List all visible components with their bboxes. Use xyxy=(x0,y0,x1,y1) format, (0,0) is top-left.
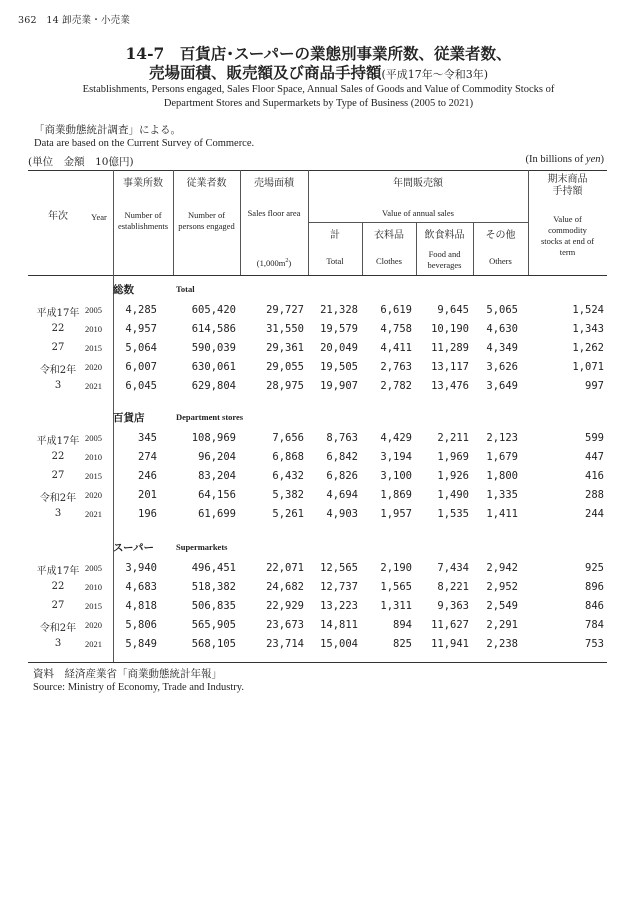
cell-stock: 896 xyxy=(585,581,604,593)
header-stock-jp xyxy=(528,174,607,198)
row-era: 平成17年 xyxy=(36,566,80,577)
header-est-en-2: establishments xyxy=(117,221,169,231)
header-stock-jp-2: 手持額 xyxy=(552,186,583,197)
cell-floor: 23,714 xyxy=(266,638,304,650)
cell-est: 5,064 xyxy=(125,342,157,354)
header-stock-en-4: term xyxy=(559,247,576,257)
cell-est: 196 xyxy=(138,508,157,520)
cell-emp: 108,969 xyxy=(191,432,236,444)
cell-clothes: 2,190 xyxy=(380,562,412,574)
row-era: 平成17年 xyxy=(36,436,80,447)
cell-stock: 846 xyxy=(585,600,604,612)
cell-clothes: 1,311 xyxy=(380,600,412,612)
cell-est: 6,045 xyxy=(125,380,157,392)
header-year-en: Year xyxy=(91,212,107,222)
row-era: 22 xyxy=(51,451,65,462)
cell-total: 12,737 xyxy=(320,581,358,593)
cell-floor: 7,656 xyxy=(272,432,304,444)
section-label-en: Total xyxy=(176,284,195,294)
header-stock-en-2: commodity xyxy=(548,225,587,235)
note-jp: 「商業動態統計調査」による。 xyxy=(34,124,181,136)
header-floor-unit-sup: 2 xyxy=(285,258,289,264)
section-label-en: Supermarkets xyxy=(176,542,228,552)
row-year: 2021 xyxy=(85,639,102,649)
row-year: 2010 xyxy=(85,582,102,592)
cell-floor: 29,727 xyxy=(266,304,304,316)
cell-est: 5,849 xyxy=(125,638,157,650)
cell-floor: 29,055 xyxy=(266,361,304,373)
cell-est: 3,940 xyxy=(125,562,157,574)
row-year: 2015 xyxy=(85,343,102,353)
table-bottom-rule xyxy=(28,662,607,663)
header-clothes-en: Clothes xyxy=(376,256,402,266)
cell-est: 201 xyxy=(138,489,157,501)
row-year: 2015 xyxy=(85,601,102,611)
row-year: 2005 xyxy=(85,433,102,443)
cell-est: 5,806 xyxy=(125,619,157,631)
header-stock-en-1: Value of xyxy=(553,214,582,224)
cell-total: 6,826 xyxy=(326,470,358,482)
cell-floor: 22,929 xyxy=(266,600,304,612)
cell-est: 345 xyxy=(138,432,157,444)
header-est-jp: 事業所数 xyxy=(123,178,163,189)
header-floor-unit-close: ) xyxy=(288,257,292,268)
row-year: 2010 xyxy=(85,324,102,334)
header-total-en: Total xyxy=(326,256,344,266)
cell-est: 246 xyxy=(138,470,157,482)
cell-total: 12,565 xyxy=(320,562,358,574)
row-year: 2021 xyxy=(85,509,102,519)
unit-en-currency: yen xyxy=(585,154,601,165)
cell-emp: 568,105 xyxy=(191,638,236,650)
cell-est: 4,683 xyxy=(125,581,157,593)
row-year: 2020 xyxy=(85,362,102,372)
cell-clothes: 2,782 xyxy=(380,380,412,392)
cell-other: 2,238 xyxy=(486,638,518,650)
cell-emp: 83,204 xyxy=(198,470,236,482)
row-year: 2005 xyxy=(85,563,102,573)
cell-emp: 614,586 xyxy=(191,323,236,335)
row-era: 3 xyxy=(54,638,62,649)
header-sales-en: Value of annual sales xyxy=(382,208,454,218)
header-other-en: Others xyxy=(489,256,512,266)
cell-other: 1,679 xyxy=(486,451,518,463)
row-year: 2020 xyxy=(85,620,102,630)
cell-emp: 496,451 xyxy=(191,562,236,574)
title-line-2-period: (平成17年～令和3年) xyxy=(381,68,489,81)
header-other-jp: その他 xyxy=(485,230,516,241)
cell-stock: 784 xyxy=(585,619,604,631)
row-era: 平成17年 xyxy=(36,308,80,319)
cell-other: 4,349 xyxy=(486,342,518,354)
cell-other: 3,626 xyxy=(486,361,518,373)
row-era: 27 xyxy=(51,600,65,611)
row-era: 22 xyxy=(51,581,65,592)
cell-food: 11,289 xyxy=(431,342,469,354)
cell-clothes: 4,411 xyxy=(380,342,412,354)
cell-stock: 416 xyxy=(585,470,604,482)
cell-stock: 1,071 xyxy=(572,361,604,373)
header-food-en-1: Food and xyxy=(428,249,461,259)
cell-food: 13,117 xyxy=(431,361,469,373)
cell-total: 14,811 xyxy=(320,619,358,631)
header-food-en xyxy=(416,249,473,271)
section-label-jp: 百貨店 xyxy=(113,412,145,424)
header-est-en-1: Number of xyxy=(124,210,162,220)
cell-other: 2,952 xyxy=(486,581,518,593)
cell-floor: 23,673 xyxy=(266,619,304,631)
cell-total: 6,842 xyxy=(326,451,358,463)
cell-total: 15,004 xyxy=(320,638,358,650)
section-label-en: Department stores xyxy=(176,412,244,422)
cell-stock: 997 xyxy=(585,380,604,392)
cell-emp: 590,039 xyxy=(191,342,236,354)
header-stock-en xyxy=(528,214,607,258)
cell-other: 1,800 xyxy=(486,470,518,482)
row-era: 3 xyxy=(54,508,62,519)
title-en-line-1: Establishments, Persons engaged, Sales Floor Space, Annual Sales of Goods and Value of Commodity Stocks of xyxy=(82,84,555,95)
header-floor-unit-base: (1,000m xyxy=(256,257,286,268)
cell-total: 8,763 xyxy=(326,432,358,444)
cell-food: 7,434 xyxy=(437,562,469,574)
cell-other: 4,630 xyxy=(486,323,518,335)
cell-emp: 605,420 xyxy=(191,304,236,316)
cell-total: 19,579 xyxy=(320,323,358,335)
row-year: 2021 xyxy=(85,381,102,391)
cell-est: 4,285 xyxy=(125,304,157,316)
header-floor-jp: 売場面積 xyxy=(254,178,294,189)
cell-est: 4,818 xyxy=(125,600,157,612)
cell-other: 2,291 xyxy=(486,619,518,631)
header-emp-en-1: Number of xyxy=(187,210,226,220)
cell-emp: 629,804 xyxy=(191,380,236,392)
header-stock-jp-1: 期末商品 xyxy=(547,174,588,185)
cell-total: 4,694 xyxy=(326,489,358,501)
row-year: 2015 xyxy=(85,471,102,481)
cell-food: 11,941 xyxy=(431,638,469,650)
header-emp-en-2: persons engaged xyxy=(178,221,235,231)
cell-stock: 599 xyxy=(585,432,604,444)
header-stock-en-3: stocks at end of xyxy=(540,236,595,246)
cell-other: 2,123 xyxy=(486,432,518,444)
section-label-jp: スーパー xyxy=(113,542,154,554)
row-era: 27 xyxy=(51,342,65,353)
header-floor-en: Sales floor area xyxy=(247,208,301,218)
cell-clothes: 2,763 xyxy=(380,361,412,373)
cell-clothes: 3,194 xyxy=(380,451,412,463)
cell-stock: 1,524 xyxy=(572,304,604,316)
cell-emp: 506,835 xyxy=(191,600,236,612)
cell-other: 1,335 xyxy=(486,489,518,501)
row-year: 2005 xyxy=(85,305,102,315)
title-line-2-main: 売場面積、販売額及び商品手持額 xyxy=(148,63,382,82)
table-title-en xyxy=(0,83,637,111)
cell-stock: 244 xyxy=(585,508,604,520)
cell-emp: 96,204 xyxy=(198,451,236,463)
note-en: Data are based on the Current Survey of Commerce. xyxy=(34,138,255,149)
cell-other: 2,549 xyxy=(486,600,518,612)
source-jp: 資料 経済産業省「商業動態統計年報」 xyxy=(33,668,222,680)
cell-food: 1,969 xyxy=(437,451,469,463)
cell-clothes: 894 xyxy=(393,619,412,631)
cell-food: 11,627 xyxy=(431,619,469,631)
row-era: 令和2年 xyxy=(39,365,77,376)
cell-food: 1,535 xyxy=(437,508,469,520)
unit-jp: (単位 金額 10億円) xyxy=(28,156,134,168)
header-est-en xyxy=(113,210,173,232)
title-line-1: 14-7 百貨店･スーパーの業態別事業所数、従業者数、 xyxy=(125,44,512,63)
cell-stock: 753 xyxy=(585,638,604,650)
row-era: 27 xyxy=(51,470,65,481)
header-floor-unit xyxy=(240,256,308,269)
section-label-jp: 総数 xyxy=(113,284,134,296)
cell-stock: 447 xyxy=(585,451,604,463)
cell-total: 13,223 xyxy=(320,600,358,612)
cell-food: 1,490 xyxy=(437,489,469,501)
unit-en-prefix: (In billions of xyxy=(525,154,586,165)
source-en: Source: Ministry of Economy, Trade and Industry. xyxy=(33,682,244,693)
cell-floor: 6,432 xyxy=(272,470,304,482)
cell-food: 10,190 xyxy=(431,323,469,335)
header-emp-jp: 従業者数 xyxy=(186,178,227,189)
table-header-rule xyxy=(28,275,607,276)
cell-clothes: 1,957 xyxy=(380,508,412,520)
cell-other: 2,942 xyxy=(486,562,518,574)
header-year-jp: 年次 xyxy=(48,211,68,222)
cell-food: 1,926 xyxy=(437,470,469,482)
cell-clothes: 4,758 xyxy=(380,323,412,335)
cell-clothes: 4,429 xyxy=(380,432,412,444)
cell-stock: 288 xyxy=(585,489,604,501)
table-top-rule xyxy=(28,170,607,171)
cell-emp: 565,905 xyxy=(191,619,236,631)
cell-est: 4,957 xyxy=(125,323,157,335)
cell-floor: 24,682 xyxy=(266,581,304,593)
unit-en xyxy=(526,154,604,165)
cell-clothes: 3,100 xyxy=(380,470,412,482)
header-clothes-jp: 衣料品 xyxy=(374,230,404,241)
cell-total: 19,907 xyxy=(320,380,358,392)
cell-floor: 5,382 xyxy=(272,489,304,501)
cell-total: 4,903 xyxy=(326,508,358,520)
header-food-en-2: beverages xyxy=(427,260,462,270)
cell-emp: 518,382 xyxy=(191,581,236,593)
header-sales-jp: 年間販売額 xyxy=(393,178,443,189)
cell-stock: 1,262 xyxy=(572,342,604,354)
cell-clothes: 825 xyxy=(393,638,412,650)
cell-est: 6,007 xyxy=(125,361,157,373)
cell-floor: 28,975 xyxy=(266,380,304,392)
cell-floor: 22,071 xyxy=(266,562,304,574)
cell-emp: 61,699 xyxy=(198,508,236,520)
title-line-2 xyxy=(0,63,637,84)
row-era: 22 xyxy=(51,323,65,334)
row-era: 3 xyxy=(54,380,62,391)
cell-food: 9,363 xyxy=(437,600,469,612)
cell-floor: 6,868 xyxy=(272,451,304,463)
cell-floor: 5,261 xyxy=(272,508,304,520)
cell-total: 19,505 xyxy=(320,361,358,373)
cell-food: 13,476 xyxy=(431,380,469,392)
row-year: 2020 xyxy=(85,490,102,500)
header-emp-en xyxy=(173,210,240,232)
cell-emp: 64,156 xyxy=(198,489,236,501)
row-era: 令和2年 xyxy=(39,493,77,504)
cell-est: 274 xyxy=(138,451,157,463)
title-en-line-2: Department Stores and Supermarkets by Type of Business (2005 to 2021) xyxy=(163,98,474,109)
cell-clothes: 6,619 xyxy=(380,304,412,316)
cell-clothes: 1,869 xyxy=(380,489,412,501)
cell-clothes: 1,565 xyxy=(380,581,412,593)
table-title xyxy=(0,44,637,84)
header-total-jp: 計 xyxy=(330,230,340,241)
cell-floor: 31,550 xyxy=(266,323,304,335)
cell-floor: 29,361 xyxy=(266,342,304,354)
unit-en-suffix: ) xyxy=(600,154,604,165)
cell-stock: 1,343 xyxy=(572,323,604,335)
cell-other: 1,411 xyxy=(486,508,518,520)
cell-other: 5,065 xyxy=(486,304,518,316)
cell-food: 2,211 xyxy=(437,432,469,444)
sales-subheader-rule xyxy=(308,222,528,223)
cell-total: 20,049 xyxy=(320,342,358,354)
cell-food: 9,645 xyxy=(437,304,469,316)
page-header: 362 14 卸売業・小売業 xyxy=(18,15,131,26)
row-era: 令和2年 xyxy=(39,623,77,634)
cell-emp: 630,061 xyxy=(191,361,236,373)
row-year: 2010 xyxy=(85,452,102,462)
cell-total: 21,328 xyxy=(320,304,358,316)
cell-stock: 925 xyxy=(585,562,604,574)
cell-food: 8,221 xyxy=(437,581,469,593)
cell-other: 3,649 xyxy=(486,380,518,392)
header-food-jp: 飲食料品 xyxy=(424,230,465,241)
